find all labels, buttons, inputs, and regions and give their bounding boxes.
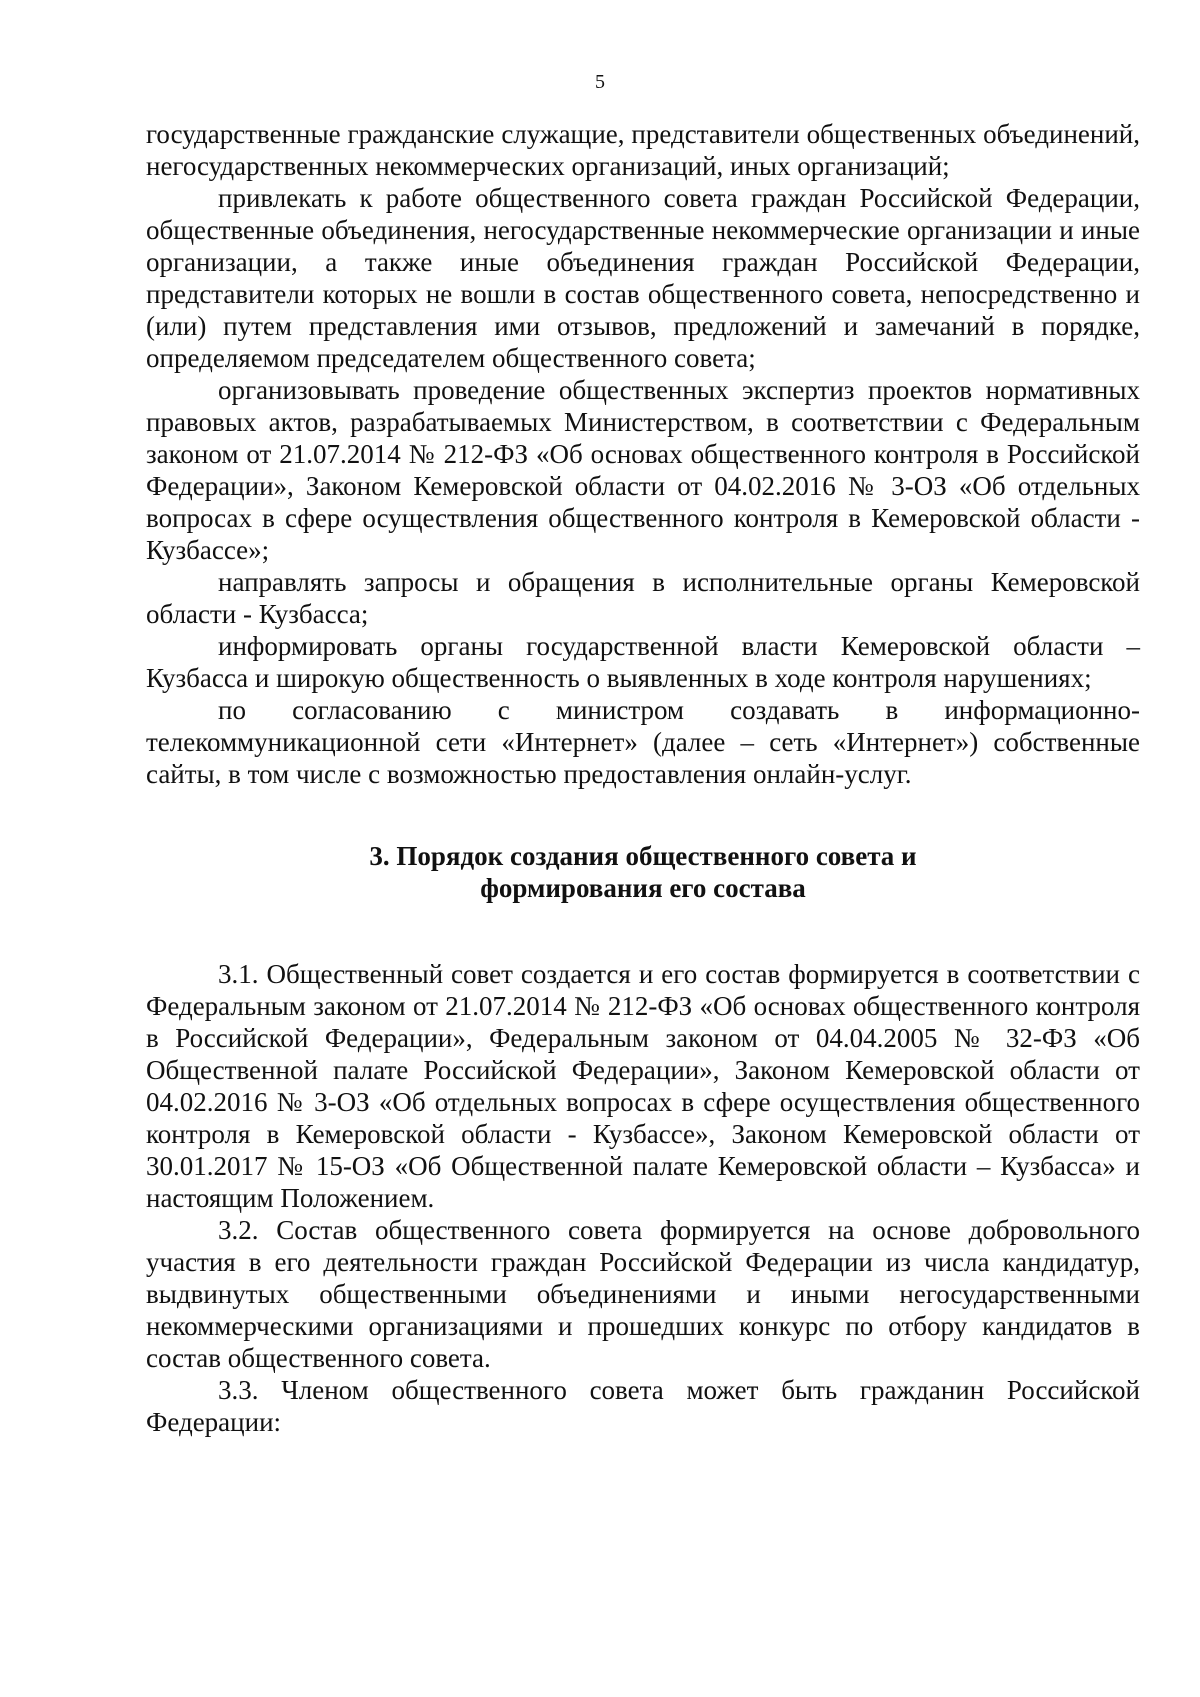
list-item-inform-authorities: информировать органы государственной власти Кемеровской области – Кузбасса и широкую общественность о выявленных в ходе контроля нарушениях; <box>146 631 1140 693</box>
list-item-continuation: государственные гражданские служащие, представители общественных объединений, негосударственных некоммерческих организаций, иных организаций; <box>146 119 1140 181</box>
list-item-send-requests: направлять запросы и обращения в исполнительные органы Кемеровской области - Кузбасса; <box>146 567 1140 629</box>
clause-3-3: 3.3. Членом общественного совета может быть гражданин Российской Федерации: <box>146 1375 1140 1437</box>
list-item-create-websites: по согласованию с министром создавать в информационно-телекоммуникационной сети «Интернет» (далее – сеть «Интернет») собственные сайты, в том числе с возможностью предоставления онлайн-услуг. <box>146 695 1140 789</box>
page-number: 5 <box>595 71 605 93</box>
section-heading <box>146 840 1140 904</box>
document-body <box>146 118 1140 1438</box>
section-heading-line-1: 3. Порядок создания общественного совета и <box>369 841 917 871</box>
list-item-attract-citizens: привлекать к работе общественного совета граждан Российской Федерации, общественные объединения, негосударственные некоммерческие организации и иные организации, а также иные объединения граждан Российской Федерации, представители которых не вошли в состав общественного совета, непосредственно и (или) путем представления ими отзывов, предложений и замечаний в порядке, определяемом председателем общественного совета; <box>146 183 1140 373</box>
clause-3-1: 3.1. Общественный совет создается и его состав формируется в соответствии с Федеральным законом от 21.07.2014 № 212-ФЗ «Об основах общественного контроля в Российской Федерации», Федеральным законом от 04.04.2005 № 32-ФЗ «Об Общественной палате Российской Федерации», Законом Кемеровской области от 04.02.2016 № 3-ОЗ «Об отдельных вопросах в сфере осуществления общественного контроля в Кемеровской области - Кузбассе», Законом Кемеровской области от 30.01.2017 № 15-ОЗ «Об Общественной палате Кемеровской области – Кузбасса» и настоящим Положением. <box>146 959 1140 1213</box>
list-item-organize-expertise: организовывать проведение общественных экспертиз проектов нормативных правовых актов, разрабатываемых Министерством, в соответствии с Федеральным законом от 21.07.2014 № 212-ФЗ «Об основах общественного контроля в Российской Федерации», Законом Кемеровской области от 04.02.2016 № 3-ОЗ «Об отдельных вопросах в сфере осуществления общественного контроля в Кемеровской области - Кузбассе»; <box>146 375 1140 565</box>
clause-3-2: 3.2. Состав общественного совета формируется на основе добровольного участия в его деятельности граждан Российской Федерации из числа кандидатур, выдвинутых общественными объединениями и иными негосударственными некоммерческими организациями и прошедших конкурс по отбору кандидатов в состав общественного совета. <box>146 1215 1140 1373</box>
section-heading-line-2: формирования его состава <box>480 873 806 903</box>
